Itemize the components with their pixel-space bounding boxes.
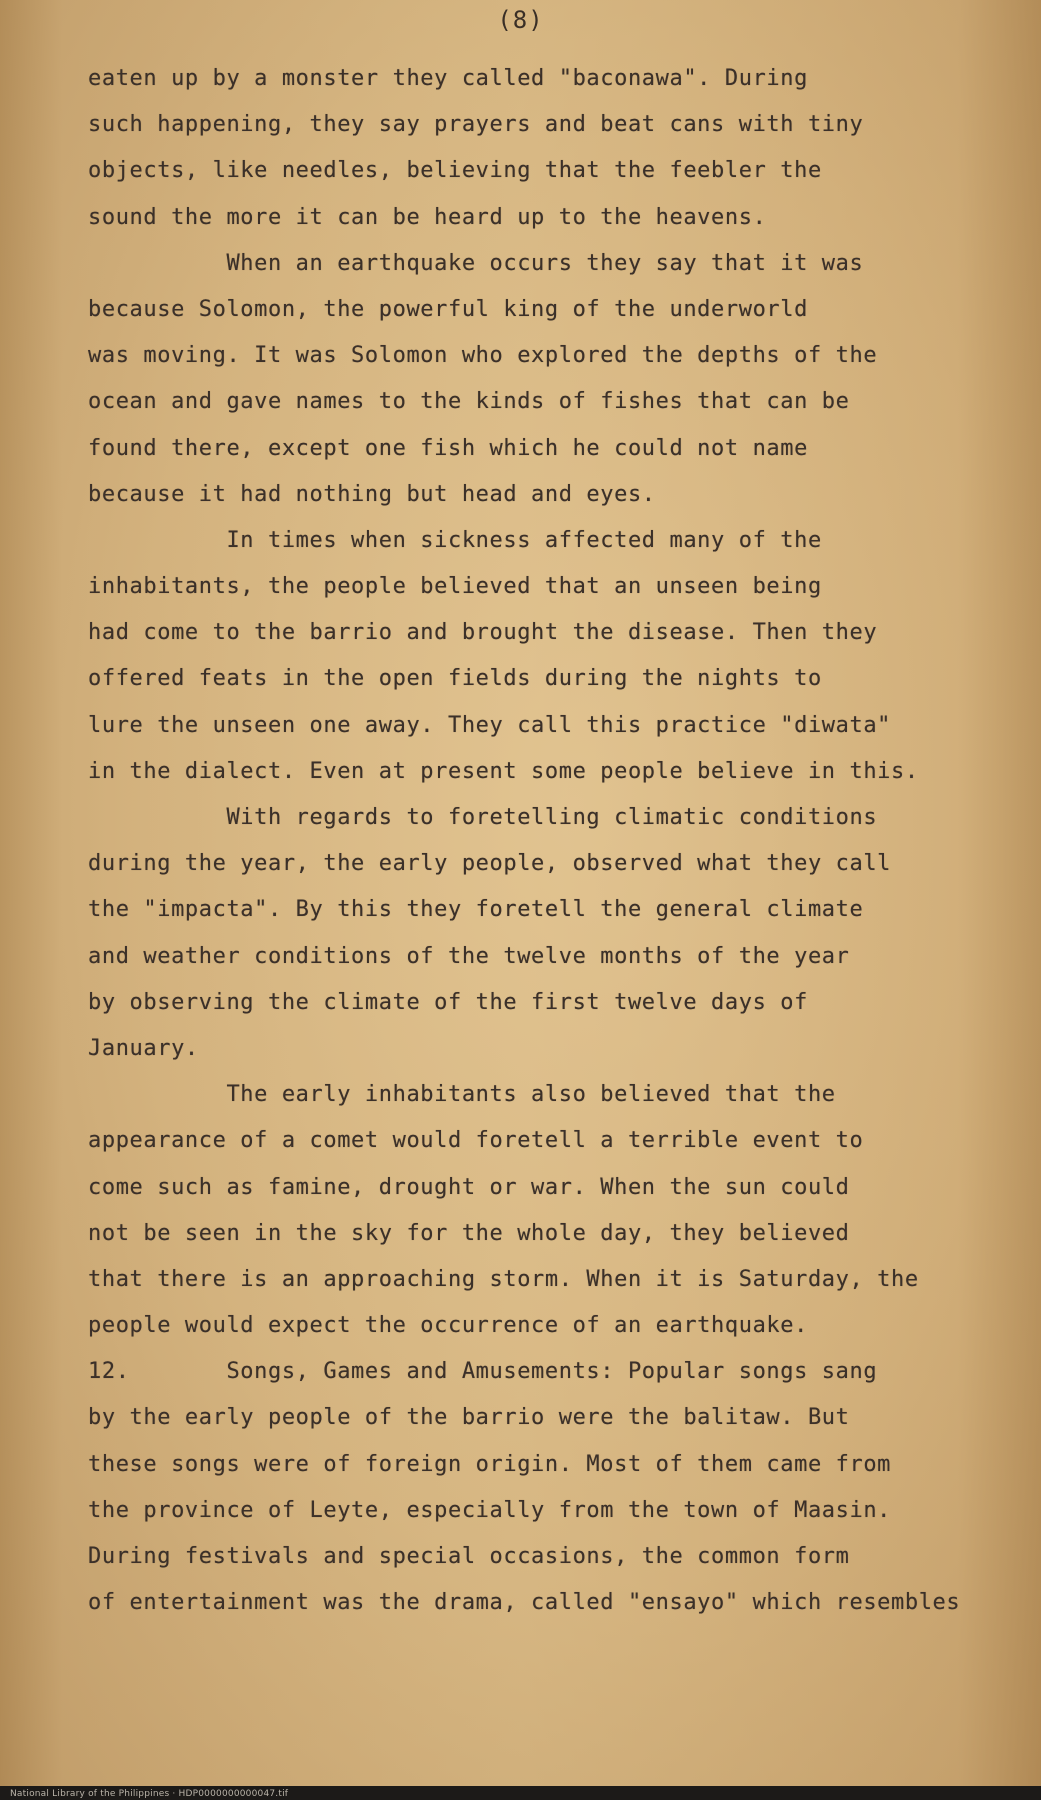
- text-line: With regards to foretelling climatic conditions: [88, 805, 878, 830]
- text-line: objects, like needles, believing that the feebler the: [88, 158, 822, 184]
- text-line: During festivals and special occasions, the common form: [88, 1544, 850, 1569]
- text-line: January.: [88, 1035, 199, 1061]
- text-line: such happening, they say prayers and beat cans with tiny: [88, 112, 864, 138]
- text-line: 12. Songs, Games and Amusements: Popular songs sang: [88, 1359, 878, 1385]
- text-line: people would expect the occurrence of an earthquake.: [88, 1313, 808, 1339]
- text-line: the "impacta". By this they foretell the general climate: [88, 897, 864, 923]
- text-line: of entertainment was the drama, called "ensayo" which resembles: [88, 1590, 961, 1616]
- scan-footer-strip: [0, 1786, 1041, 1800]
- text-line: because Solomon, the powerful king of the underworld: [88, 296, 808, 322]
- text-line: found there, except one fish which he could not name: [88, 435, 808, 461]
- text-line: ocean and gave names to the kinds of fishes that can be: [88, 389, 850, 415]
- text-line: during the year, the early people, observed what they call: [88, 851, 892, 877]
- text-line: sound the more it can be heard up to the heavens.: [88, 204, 767, 230]
- text-line: and weather conditions of the twelve months of the year: [88, 943, 850, 969]
- body-text: [88, 56, 1018, 1626]
- text-line: because it had nothing but head and eyes.: [88, 481, 656, 507]
- text-line: not be seen in the sky for the whole day, they believed: [88, 1220, 850, 1246]
- text-line: had come to the barrio and brought the disease. Then they: [88, 620, 878, 646]
- text-line: The early inhabitants also believed that the: [88, 1082, 836, 1108]
- scan-footer-text: National Library of the Philippines · HDP0000000000047.tif: [10, 1789, 289, 1799]
- text-line: come such as famine, drought or war. When the sun could: [88, 1174, 850, 1200]
- text-line: that there is an approaching storm. When it is Saturday, the: [88, 1266, 919, 1292]
- text-line: by the early people of the barrio were the balitaw. But: [88, 1405, 850, 1431]
- text-line: inhabitants, the people believed that an unseen being: [88, 574, 822, 600]
- text-line: offered feats in the open fields during the nights to: [88, 666, 822, 692]
- text-line: appearance of a comet would foretell a terrible event to: [88, 1128, 864, 1154]
- text-line: lure the unseen one away. They call this practice "diwata": [88, 712, 892, 738]
- page-number: (8): [497, 6, 544, 34]
- text-line: was moving. It was Solomon who explored the depths of the: [88, 343, 878, 369]
- text-line: In times when sickness affected many of the: [88, 527, 822, 553]
- text-line: these songs were of foreign origin. Most of them came from: [88, 1451, 892, 1477]
- text-line: in the dialect. Even at present some people believe in this.: [88, 758, 919, 784]
- text-line: When an earthquake occurs they say that it was: [88, 250, 864, 276]
- text-line: eaten up by a monster they called "baconawa". During: [88, 66, 808, 91]
- text-line: by observing the climate of the first twelve days of: [88, 989, 808, 1015]
- text-line: the province of Leyte, especially from the town of Maasin.: [88, 1497, 892, 1523]
